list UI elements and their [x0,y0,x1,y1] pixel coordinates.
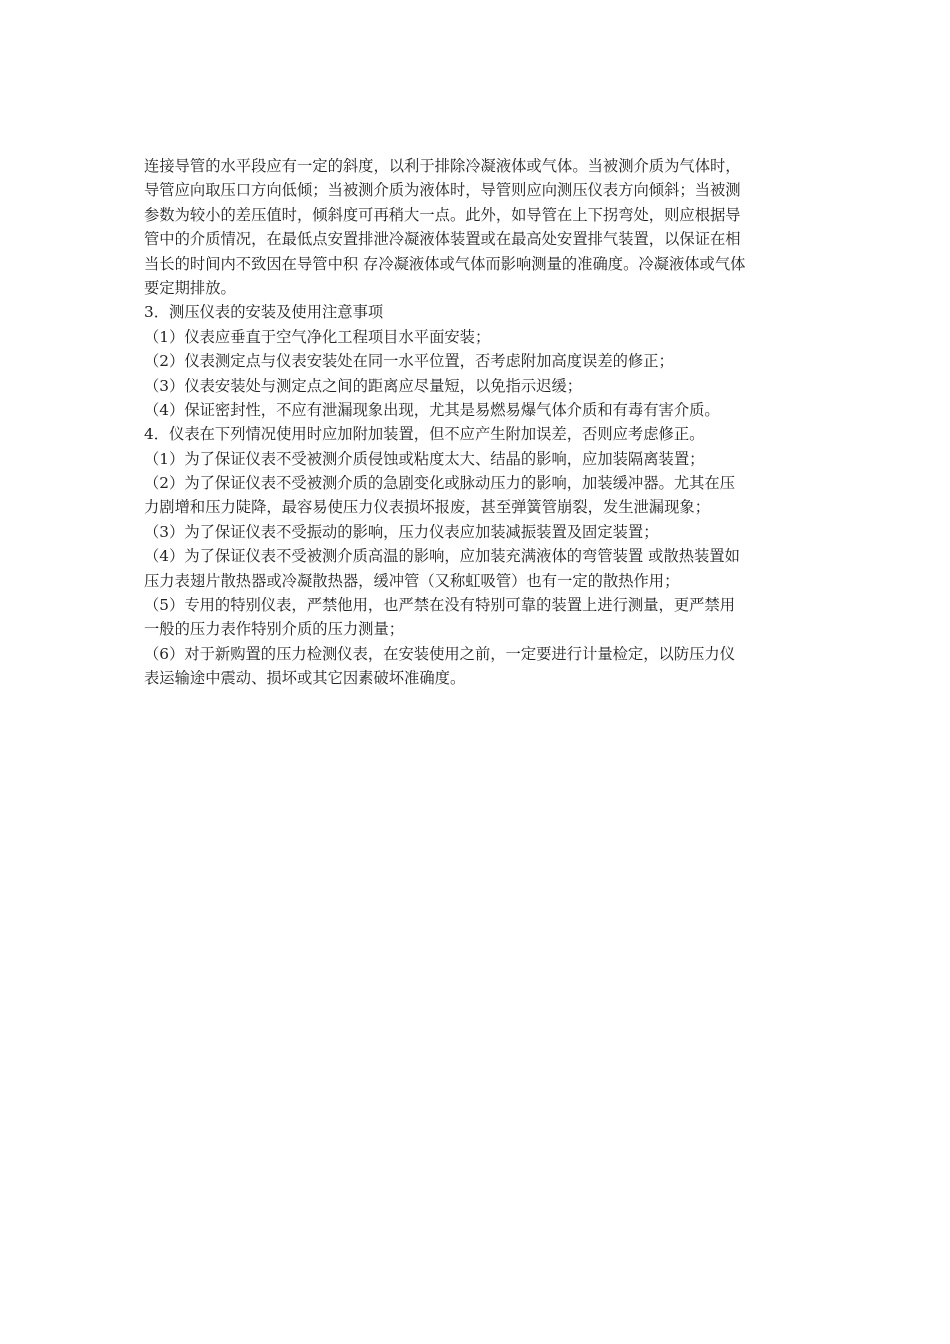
text-line: 管中的介质情况，在最低点安置排泄冷凝液体装置或在最高处安置排气装置，以保证在相 [144,230,741,249]
list-item-continuation: 力剧增和压力陡降，最容易使压力仪表损坏报废，甚至弹簧管崩裂，发生泄漏现象； [144,498,710,517]
list-item: （5）专用的特别仪表，严禁他用，也严禁在没有特别可靠的装置上进行测量，更严禁用 [144,596,736,615]
text-line: 参数为较小的差压值时，倾斜度可再稍大一点。此外，如导管在上下拐弯处，则应根据导 [144,205,741,224]
document-body [144,154,808,691]
list-item: （1）为了保证仪表不受被测介质侵蚀或粘度太大、结晶的影响，应加装隔离装置； [144,449,705,468]
section-heading: 3．测压仪表的安装及使用注意事项 [144,303,384,322]
list-item: （3）仪表安装处与测定点之间的距离应尽量短，以免指示迟缓； [144,376,583,395]
text-line: 当长的时间内不致因在导管中积 存冷凝液体或气体而影响测量的准确度。冷凝液体或气体 [144,254,746,273]
text-line: 连接导管的水平段应有一定的斜度，以利于排除冷凝液体或气体。当被测介质为气体时， [144,157,741,175]
list-item: （4）为了保证仪表不受被测介质高温的影响，应加装充满液体的弯管装置 或散热装置如 [144,547,740,566]
section-heading: 4．仪表在下列情况使用时应加附加装置，但不应产生附加误差，否则应考虑修正。 [144,425,705,444]
text-line: 要定期排放。 [144,278,236,297]
list-item: （4）保证密封性，不应有泄漏现象出现，尤其是易燃易爆气体介质和有毒有害介质。 [144,400,720,419]
list-item-continuation: 压力表翅片散热器或冷凝散热器，缓冲管（又称虹吸管）也有一定的散热作用； [144,571,680,590]
list-item-continuation: 表运输途中震动、损坏或其它因素破坏准确度。 [144,669,466,688]
list-item: （2）仪表测定点与仪表安装处在同一水平位置，否考虑附加高度误差的修正； [144,352,674,371]
list-item: （2）为了保证仪表不受被测介质的急剧变化或脉动压力的影响，加装缓冲器。尤其在压 [144,474,736,493]
list-item: （1）仪表应垂直于空气净化工程项目水平面安装； [144,327,491,346]
list-item: （6）对于新购置的压力检测仪表，在安装使用之前，一定要进行计量检定，以防压力仪 [144,644,736,663]
list-item-continuation: 一般的压力表作特别介质的压力测量； [144,620,405,639]
text-line: 导管应向取压口方向低倾；当被测介质为液体时，导管则应向测压仪表方向倾斜；当被测 [144,181,741,200]
list-item: （3）为了保证仪表不受振动的影响，压力仪表应加装减振装置及固定装置； [144,522,659,541]
